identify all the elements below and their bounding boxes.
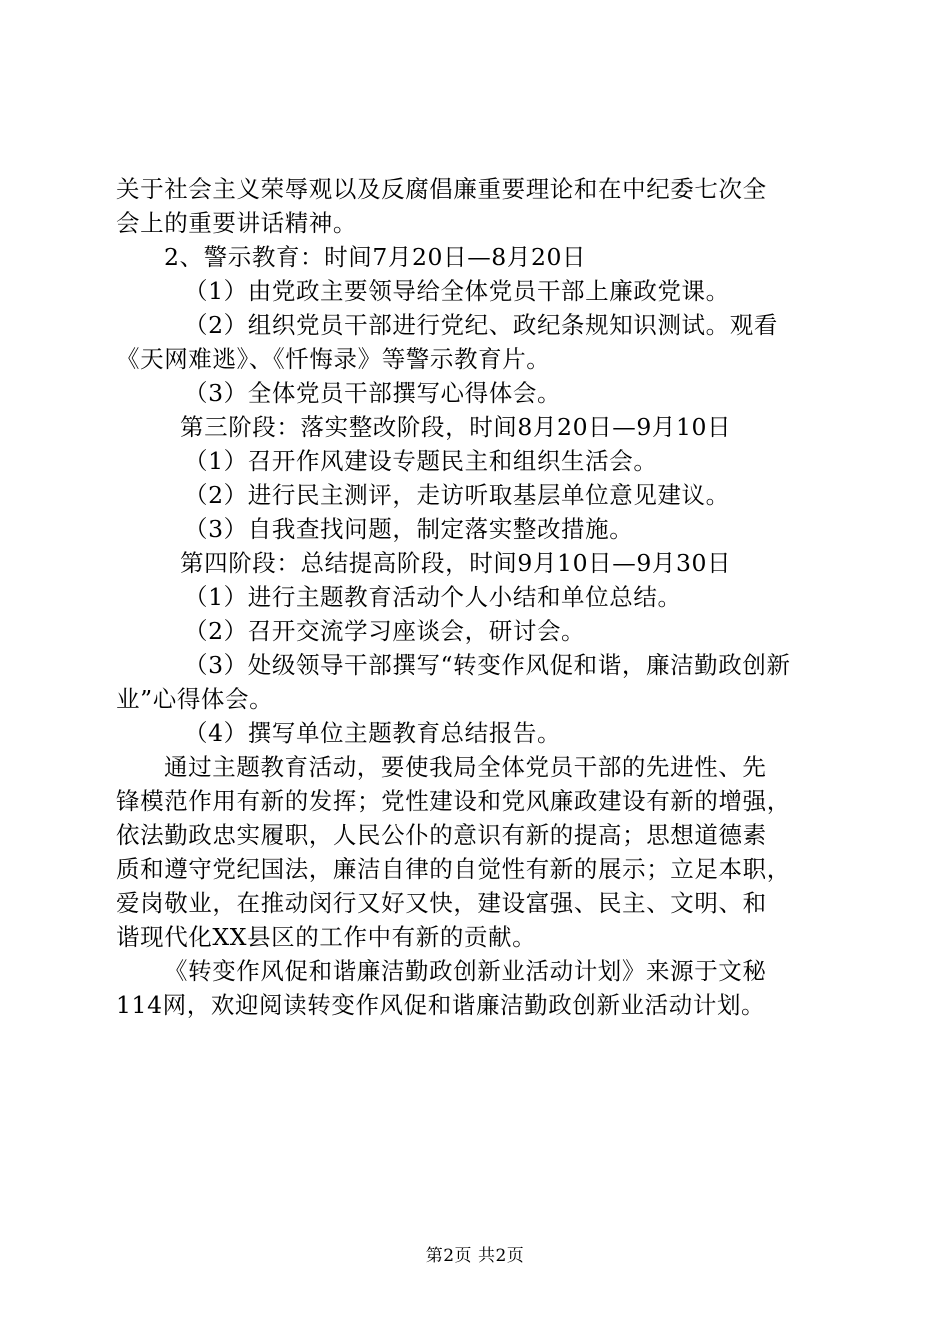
paragraph-line: 《转变作风促和谐廉洁勤政创新业活动计划》来源于文秘: [164, 957, 767, 985]
paragraph-line: 关于社会主义荣辱观以及反腐倡廉重要理论和在中纪委七次全: [116, 175, 767, 203]
paragraph-line: 114网，欢迎阅读转变作风促和谐廉洁勤政创新业活动计划。: [116, 991, 766, 1019]
paragraph-line: 《天网难逃》、《忏悔录》等警示教育片。: [116, 345, 551, 373]
paragraph-line: 业”心得体会。: [116, 685, 274, 713]
list-item: （3）自我查找问题，制定落实整改措施。: [184, 515, 634, 543]
section-heading: 第三阶段：落实整改阶段，时间8月20日—9月10日: [180, 413, 732, 441]
list-item: （2）召开交流学习座谈会，研讨会。: [184, 617, 586, 645]
paragraph-line: 谐现代化XX县区的工作中有新的贡献。: [116, 923, 537, 951]
paragraph-line: 会上的重要讲话精神。: [116, 209, 357, 237]
list-item: （2）进行民主测评，走访听取基层单位意见建议。: [184, 481, 730, 509]
paragraph-line: 依法勤政忠实履职，人民公仆的意识有新的提高；思想道德素: [116, 821, 767, 849]
page-number-footer: 第2页 共2页: [425, 1246, 525, 1266]
list-item: （3）全体党员干部撰写心得体会。: [184, 379, 562, 407]
list-item: （1）由党政主要领导给全体党员干部上廉政党课。: [184, 277, 730, 305]
list-item: （3）处级领导干部撰写“转变作风促和谐，廉洁勤政创新: [184, 651, 791, 679]
section-heading: 2、警示教育：时间7月20日—8月20日: [164, 243, 587, 271]
list-item: （1）召开作风建设专题民主和组织生活会。: [184, 447, 658, 475]
list-item: （2）组织党员干部进行党纪、政纪条规知识测试。观看: [184, 311, 778, 339]
paragraph-line: 爱岗敬业，在推动闵行又好又快，建设富强、民主、文明、和: [116, 889, 767, 917]
document-body: [116, 172, 836, 1022]
list-item: （4）撰写单位主题教育总结报告。: [184, 719, 562, 747]
paragraph-line: 通过主题教育活动，要使我局全体党员干部的先进性、先: [164, 753, 767, 781]
list-item: （1）进行主题教育活动个人小结和单位总结。: [184, 583, 682, 611]
paragraph-line: 质和遵守党纪国法，廉洁自律的自觉性有新的展示；立足本职，: [116, 855, 791, 883]
section-heading: 第四阶段：总结提高阶段，时间9月10日—9月30日: [180, 549, 732, 577]
paragraph-line: 锋模范作用有新的发挥；党性建设和党风廉政建设有新的增强，: [116, 787, 791, 815]
